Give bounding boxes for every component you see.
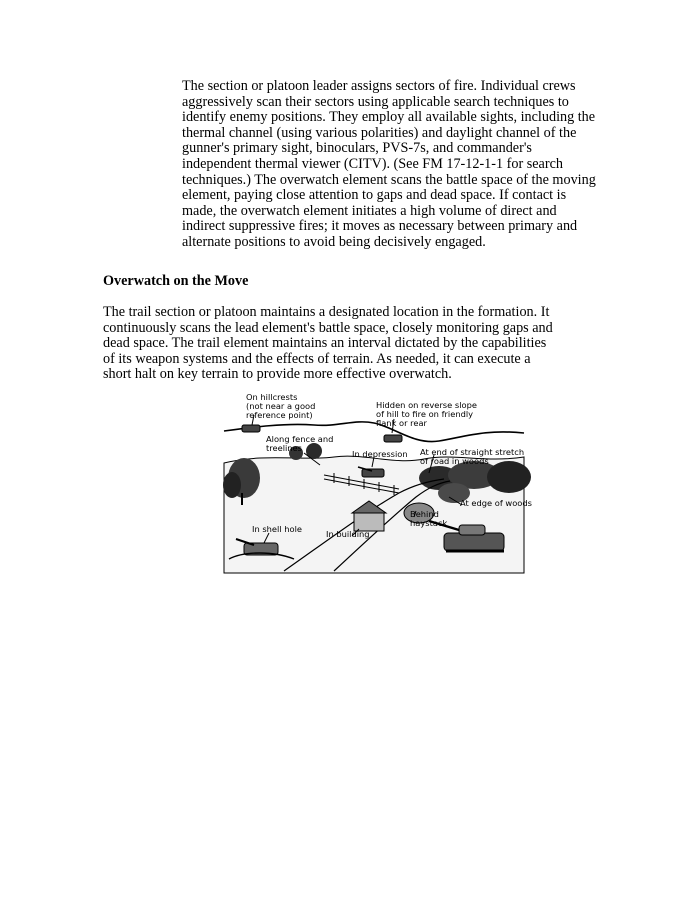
label-shell-hole: In shell hole xyxy=(252,524,303,534)
label-reverse-slope: flank or rear xyxy=(376,418,427,428)
label-depression: In depression xyxy=(352,449,408,459)
label-fence-treelines: treelines xyxy=(266,443,302,453)
label-hillcrests: On hillcrests xyxy=(246,392,298,402)
label-hillcrests: (not near a good xyxy=(246,401,316,411)
overwatch-positions-illustration xyxy=(224,392,532,573)
paragraph-trail-section: The trail section or platoon maintains a designated location in the formation. It continuously scans the lead element's battle space, closely monitoring gaps and dead space. The trail element maintains an interval dictated by the capabilities of its weapon systems and the effects of terrain. As needed, it can execute a short halt on key terrain to provide more effective overwatch. xyxy=(103,304,553,383)
label-haystack: haystack xyxy=(410,518,448,528)
label-haystack: Behind xyxy=(410,509,439,519)
section-heading-overwatch-on-the-move: Overwatch on the Move xyxy=(103,273,249,289)
paragraph-sector-scanning: The section or platoon leader assigns sectors of fire. Individual crews aggressively scan their sectors using applicable search techniques to identify enemy positions. They employ all available sights, including the thermal channel (using various polarities) and daylight channel of the gunner's primary sight, binoculars, PVS-7s, and commander's independent thermal viewer (CITV). (See FM 17-12-1-1 for search techniques.) The overwatch element scans the battle space of the moving element, paying close attention to gaps and dead space. If contact is made, the overwatch element initiates a high volume of direct and indirect suppressive fires; it moves as necessary between primary and alternate positions to avoid being decisively engaged. xyxy=(182,78,596,250)
tank-hillcrest xyxy=(242,425,260,432)
label-building: In building xyxy=(326,529,370,539)
tank-depression xyxy=(358,467,384,477)
label-hillcrests: reference point) xyxy=(246,410,313,420)
tank-reverse-slope xyxy=(384,435,402,442)
label-road-end: At end of straight stretch xyxy=(420,447,525,457)
label-reverse-slope: Hidden on reverse slope xyxy=(376,400,477,410)
label-woods-edge: At edge of woods xyxy=(460,498,532,508)
label-reverse-slope: of hill to fire on friendly xyxy=(376,409,474,419)
terrain-sketch xyxy=(224,392,532,573)
label-fence-treelines: Along fence and xyxy=(266,434,334,444)
label-road-end: of road in woods xyxy=(420,456,489,466)
